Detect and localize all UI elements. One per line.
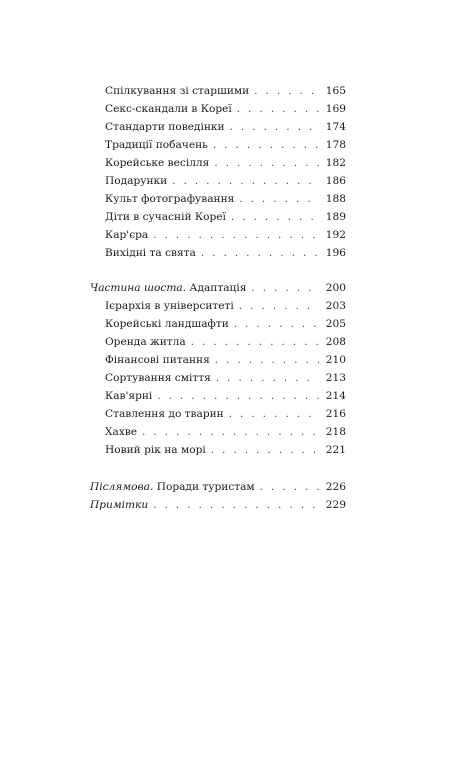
toc-entry-title: Подарунки (105, 175, 168, 187)
toc-entry-page: 229 (325, 499, 346, 511)
part-name: Адаптація (189, 282, 247, 294)
toc-entry[interactable] (90, 351, 346, 369)
toc-entry-title: Секс-скандали в Кореї (105, 103, 232, 115)
dot-leader (230, 119, 319, 137)
toc-entry-title: Стандарти поведінки (105, 121, 225, 133)
toc-part-heading[interactable] (90, 279, 346, 297)
dot-leader (237, 101, 319, 119)
toc-entry-page: 203 (325, 300, 346, 312)
toc-entry-title: Спілкування зі старшими (105, 85, 250, 97)
dot-leader (191, 334, 319, 352)
section-spacer (90, 459, 346, 478)
toc-entry-page: 205 (325, 318, 346, 330)
toc-part-title (90, 279, 246, 297)
toc-entry-page: 186 (325, 175, 346, 187)
toc-entry-title: Корейські ландшафти (105, 318, 229, 330)
toc-entry-title: Сортування сміття (105, 372, 211, 384)
toc-entry-page: 221 (325, 444, 346, 456)
toc-entry[interactable] (90, 423, 346, 441)
toc-entry[interactable] (90, 441, 346, 459)
section-spacer (90, 262, 346, 279)
toc-entry-page: 210 (325, 354, 346, 366)
toc-entry-title: Новий рік на морі (105, 444, 206, 456)
toc-entry[interactable] (90, 297, 346, 315)
toc-entry[interactable] (90, 405, 346, 423)
dot-leader (153, 497, 319, 515)
toc-entry-page: 178 (325, 139, 346, 151)
toc-entry[interactable] (90, 136, 346, 154)
dot-leader (172, 173, 319, 191)
toc-entry[interactable] (90, 387, 346, 405)
toc-entry-title: Оренда житла (105, 336, 186, 348)
dot-leader (157, 388, 319, 406)
dot-leader (216, 370, 319, 388)
toc-entry[interactable] (90, 118, 346, 136)
toc-entry-page: 216 (325, 408, 346, 420)
toc-entry-title: Кар'єра (105, 229, 149, 241)
toc-entry-page: 218 (325, 426, 346, 438)
afterword-prefix: Післямова. (90, 481, 154, 493)
dot-leader (201, 245, 319, 263)
toc-entry[interactable] (90, 315, 346, 333)
dot-leader (153, 227, 319, 245)
dot-leader (234, 316, 319, 334)
toc-entry-page: 192 (325, 229, 346, 241)
toc-entry[interactable] (90, 190, 346, 208)
toc-entry-page: 214 (325, 390, 346, 402)
toc-afterword[interactable] (90, 478, 346, 496)
toc-entry-title: Традиції побачень (105, 139, 208, 151)
toc-entry[interactable] (90, 82, 346, 100)
dot-leader (239, 298, 319, 316)
dot-leader (211, 442, 319, 460)
toc-entry[interactable] (90, 208, 346, 226)
toc-entry[interactable] (90, 333, 346, 351)
toc-entry-page: 196 (325, 247, 346, 259)
toc-entry-page: 208 (325, 336, 346, 348)
dot-leader (260, 479, 319, 497)
dot-leader (229, 406, 319, 424)
toc-entry-page: 182 (325, 157, 346, 169)
part-prefix: Частина шоста. (90, 282, 187, 294)
toc-entry[interactable] (90, 172, 346, 190)
dot-leader (251, 280, 319, 298)
toc-notes-title (90, 496, 148, 514)
toc-entry-title: Культ фотографування (105, 193, 235, 205)
toc-entry[interactable] (90, 154, 346, 172)
toc-entry-title: Ієрархія в університеті (105, 300, 234, 312)
dot-leader (215, 352, 319, 370)
notes-prefix: Примітки (90, 499, 149, 511)
toc-entry-page: 200 (325, 282, 346, 294)
toc-entry-title: Фінансові питання (105, 354, 210, 366)
afterword-name: Поради туристам (156, 481, 255, 493)
toc-afterword-title (90, 478, 255, 496)
dot-leader (213, 137, 319, 155)
toc-entry[interactable] (90, 369, 346, 387)
toc-entry-title: Ставлення до тварин (105, 408, 224, 420)
toc-entry[interactable] (90, 244, 346, 262)
toc-entry-title: Корейське весілля (105, 157, 210, 169)
toc-entry[interactable] (90, 100, 346, 118)
toc-notes[interactable] (90, 496, 346, 514)
toc-entry-title: Кав'ярні (105, 390, 153, 402)
toc-entry-title: Хахве (105, 426, 138, 438)
toc-entry-page: 189 (325, 211, 346, 223)
toc-entry-page: 213 (325, 372, 346, 384)
toc-entry-page: 165 (325, 85, 346, 97)
table-of-contents (90, 82, 346, 514)
dot-leader (231, 209, 319, 227)
toc-entry-title: Діти в сучасній Кореї (105, 211, 226, 223)
toc-entry-page: 226 (325, 481, 346, 493)
toc-entry-page: 174 (325, 121, 346, 133)
dot-leader (142, 424, 319, 442)
dot-leader (214, 155, 319, 173)
toc-entry[interactable] (90, 226, 346, 244)
toc-entry-page: 169 (325, 103, 346, 115)
toc-entry-page: 188 (325, 193, 346, 205)
dot-leader (239, 191, 319, 209)
dot-leader (254, 83, 319, 101)
toc-entry-title: Вихідні та свята (105, 247, 196, 259)
